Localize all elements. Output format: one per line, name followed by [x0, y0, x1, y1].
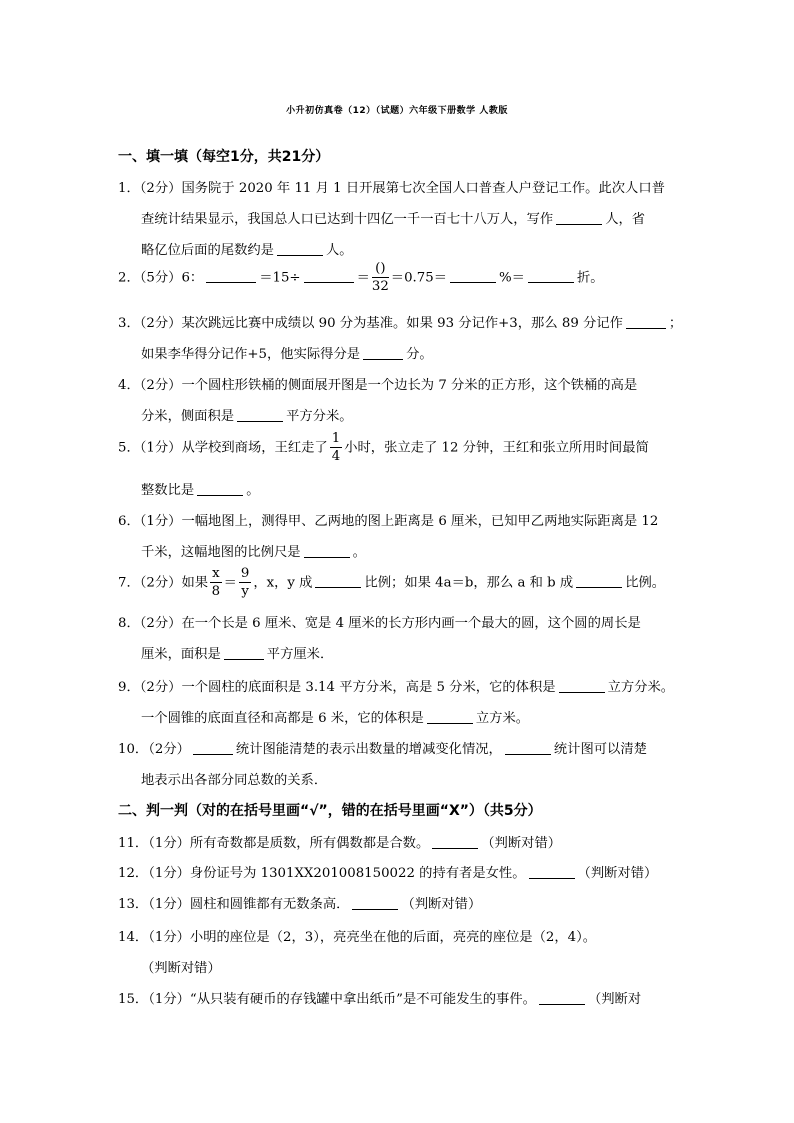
question-3-line-2 [141, 343, 433, 362]
answer-blank[interactable] [363, 345, 403, 360]
question-10-text: 统计图可以清楚 [553, 742, 647, 757]
answer-blank[interactable] [315, 573, 361, 588]
question-6-text: 千米，这幅地图的比例尺是 [141, 545, 301, 560]
question-10-line-2: 地表示出各部分同总数的关系． [141, 773, 328, 788]
question-2-text: ＝ [356, 270, 370, 286]
question-14-line-2: （判断对错） [141, 961, 221, 976]
question-4-line-2 [141, 405, 353, 424]
answer-blank[interactable] [556, 210, 602, 225]
answer-blank[interactable] [206, 268, 256, 283]
question-2-text: 折。 [576, 270, 604, 286]
answer-blank[interactable] [277, 241, 323, 256]
question-7-text: 比例。 [625, 575, 666, 591]
question-2 [118, 262, 604, 294]
fraction-denominator: 8 [211, 584, 221, 600]
question-2-text: %＝ [499, 270, 525, 286]
question-8-text: 平方厘米． [266, 647, 334, 662]
question-1-line-3 [141, 239, 353, 258]
equals-sign: ＝ [223, 575, 237, 591]
question-4-text: 平方分米。 [286, 409, 353, 424]
fraction-numerator: () [372, 262, 389, 278]
question-5-text: 5．（1分）从学校到商场，王红走了 [118, 440, 328, 456]
question-1-text: 查统计结果显示，我国总人口已达到十四亿一千一百七十八万人，写作 [141, 212, 554, 227]
judge-hint: （判断对 [587, 992, 642, 1007]
question-3-text: 如果李华得分记作+5，他实际得分是 [141, 347, 361, 362]
fraction-numerator: x [210, 567, 222, 583]
answer-blank[interactable] [505, 740, 551, 755]
question-5-text: 。 [246, 483, 260, 498]
answer-blank[interactable] [528, 268, 574, 283]
question-2-text: 2．（5分）6： [118, 270, 204, 286]
fraction-numerator: 9 [239, 567, 251, 583]
question-10-text: 10．（2分） [118, 742, 190, 757]
fraction [372, 262, 389, 294]
question-9-text: 9．（2分）一个圆柱的底面积是 3.14 平方分米，高是 5 分米，它的体积是 [118, 680, 556, 695]
answer-blank[interactable] [224, 645, 264, 660]
question-10-text: 统计图能清楚的表示出数量的增减变化情况， [235, 742, 502, 757]
answer-blank[interactable] [450, 268, 496, 283]
question-12-text: 12．（1分）身份证号为 1301XX201008150022 的持有者是女性。 [118, 866, 526, 881]
question-11-text: 11．（1分）所有奇数都是质数，所有偶数都是合数。 [118, 836, 430, 851]
answer-blank[interactable] [427, 709, 473, 724]
judge-hint: （判断对错） [481, 836, 562, 851]
question-7-text: 比例；如果 4a＝b，那么 a 和 b 成 [364, 575, 574, 591]
question-8-line-1: 8．（2分）在一个长是 6 厘米、宽是 4 厘米的长方形内画一个最大的圆，这个圆的周长是 [118, 616, 641, 631]
question-1-line-1: 1．（2分）国务院于 2020 年 11 月 1 日开展第七次全国人口普查人户登记工作。此次人口普 [118, 181, 665, 196]
fraction [330, 432, 342, 464]
answer-blank[interactable] [304, 543, 350, 558]
question-8-text: 厘米，面积是 [141, 647, 221, 662]
fraction-denominator: 32 [371, 279, 389, 295]
section-heading-fill-in: 一、填一填（每空1分，共21分） [118, 149, 330, 165]
question-6-line-1: 6．（1分）一幅地图上，测得甲、乙两地的图上距离是 6 厘米，已知甲乙两地实际距离是 12 [118, 514, 659, 529]
fraction-numerator: 1 [330, 432, 342, 448]
answer-blank[interactable] [559, 678, 605, 693]
answer-blank[interactable] [197, 481, 243, 496]
question-5-line-2 [141, 479, 259, 498]
fraction [239, 567, 251, 599]
answer-blank[interactable] [576, 573, 622, 588]
question-8-line-2 [141, 643, 333, 662]
judge-hint: （判断对错） [401, 897, 482, 912]
question-7-text: 7．（2分）如果 [118, 575, 209, 591]
answer-blank[interactable] [193, 740, 233, 755]
question-12 [118, 862, 657, 881]
answer-blank[interactable] [626, 314, 666, 329]
question-7 [118, 567, 665, 599]
question-9-line-2 [141, 707, 529, 726]
question-5-text: 小时，张立走了 12 分钟，王红和张立所用时间最简 [344, 440, 649, 456]
question-4-text: 分米，侧面积是 [141, 409, 235, 424]
question-9-text: 立方分米。 [607, 680, 675, 695]
question-10-line-1 [118, 738, 647, 757]
question-2-text: ＝0.75＝ [390, 270, 447, 286]
answer-blank[interactable] [432, 834, 478, 849]
judge-hint: （判断对错） [577, 866, 658, 881]
question-9-text: 一个圆锥的底面直径和高都是 6 米，它的体积是 [141, 711, 424, 726]
answer-blank[interactable] [539, 990, 585, 1005]
question-3-text: 3．（2分）某次跳远比赛中成绩以 90 分为基准。如果 93 分记作+3，那么 89 分记作 [118, 316, 623, 331]
question-13 [118, 893, 481, 912]
question-9-text: 立方米。 [475, 711, 530, 726]
question-3-line-1 [118, 312, 682, 331]
question-5-line-1 [118, 432, 649, 464]
question-1-text: 人，省 [605, 212, 646, 227]
question-13-text: 13．（1分）圆柱和圆锥都有无数条高． [118, 897, 350, 912]
answer-blank[interactable] [352, 895, 398, 910]
question-9-line-1 [118, 676, 674, 695]
question-5-text: 整数比是 [141, 483, 195, 498]
question-15-text: 15．（1分）“从只装有硬币的存钱罐中拿出纸币”是不可能发生的事件。 [118, 992, 536, 1007]
question-3-text: 分。 [406, 347, 433, 362]
question-1-text: 人。 [325, 243, 353, 258]
question-4-line-1: 4．（2分）一个圆柱形铁桶的侧面展开图是一个边长为 7 分米的正方形，这个铁桶的高是 [118, 378, 638, 393]
answer-blank[interactable] [237, 407, 283, 422]
answer-blank[interactable] [304, 268, 354, 283]
fraction-denominator: y [241, 584, 249, 600]
question-15 [118, 988, 641, 1007]
question-14-line-1: 14．（1分）小明的座位是（2，3），亮亮坐在他的后面，亮亮的座位是（2，4）。 [118, 930, 597, 945]
question-2-text: ＝15÷ [259, 270, 301, 286]
question-11 [118, 832, 561, 851]
question-1-text: 略亿位后面的尾数约是 [141, 243, 274, 258]
question-6-text: 。 [352, 545, 366, 560]
question-1-line-2 [141, 208, 645, 227]
page-title: 小升初仿真卷（12）（试题）六年级下册数学 人教版 [286, 106, 508, 116]
question-7-text: ，x，y 成 [253, 575, 313, 591]
fraction [210, 567, 222, 599]
section-heading-true-false: 二、判一判（对的在括号里画“√”，错的在括号里画“X”）（共5分） [118, 803, 542, 819]
answer-blank[interactable] [529, 864, 575, 879]
fraction-denominator: 4 [331, 449, 341, 465]
question-3-text: ； [668, 316, 683, 331]
question-6-line-2 [141, 541, 366, 560]
